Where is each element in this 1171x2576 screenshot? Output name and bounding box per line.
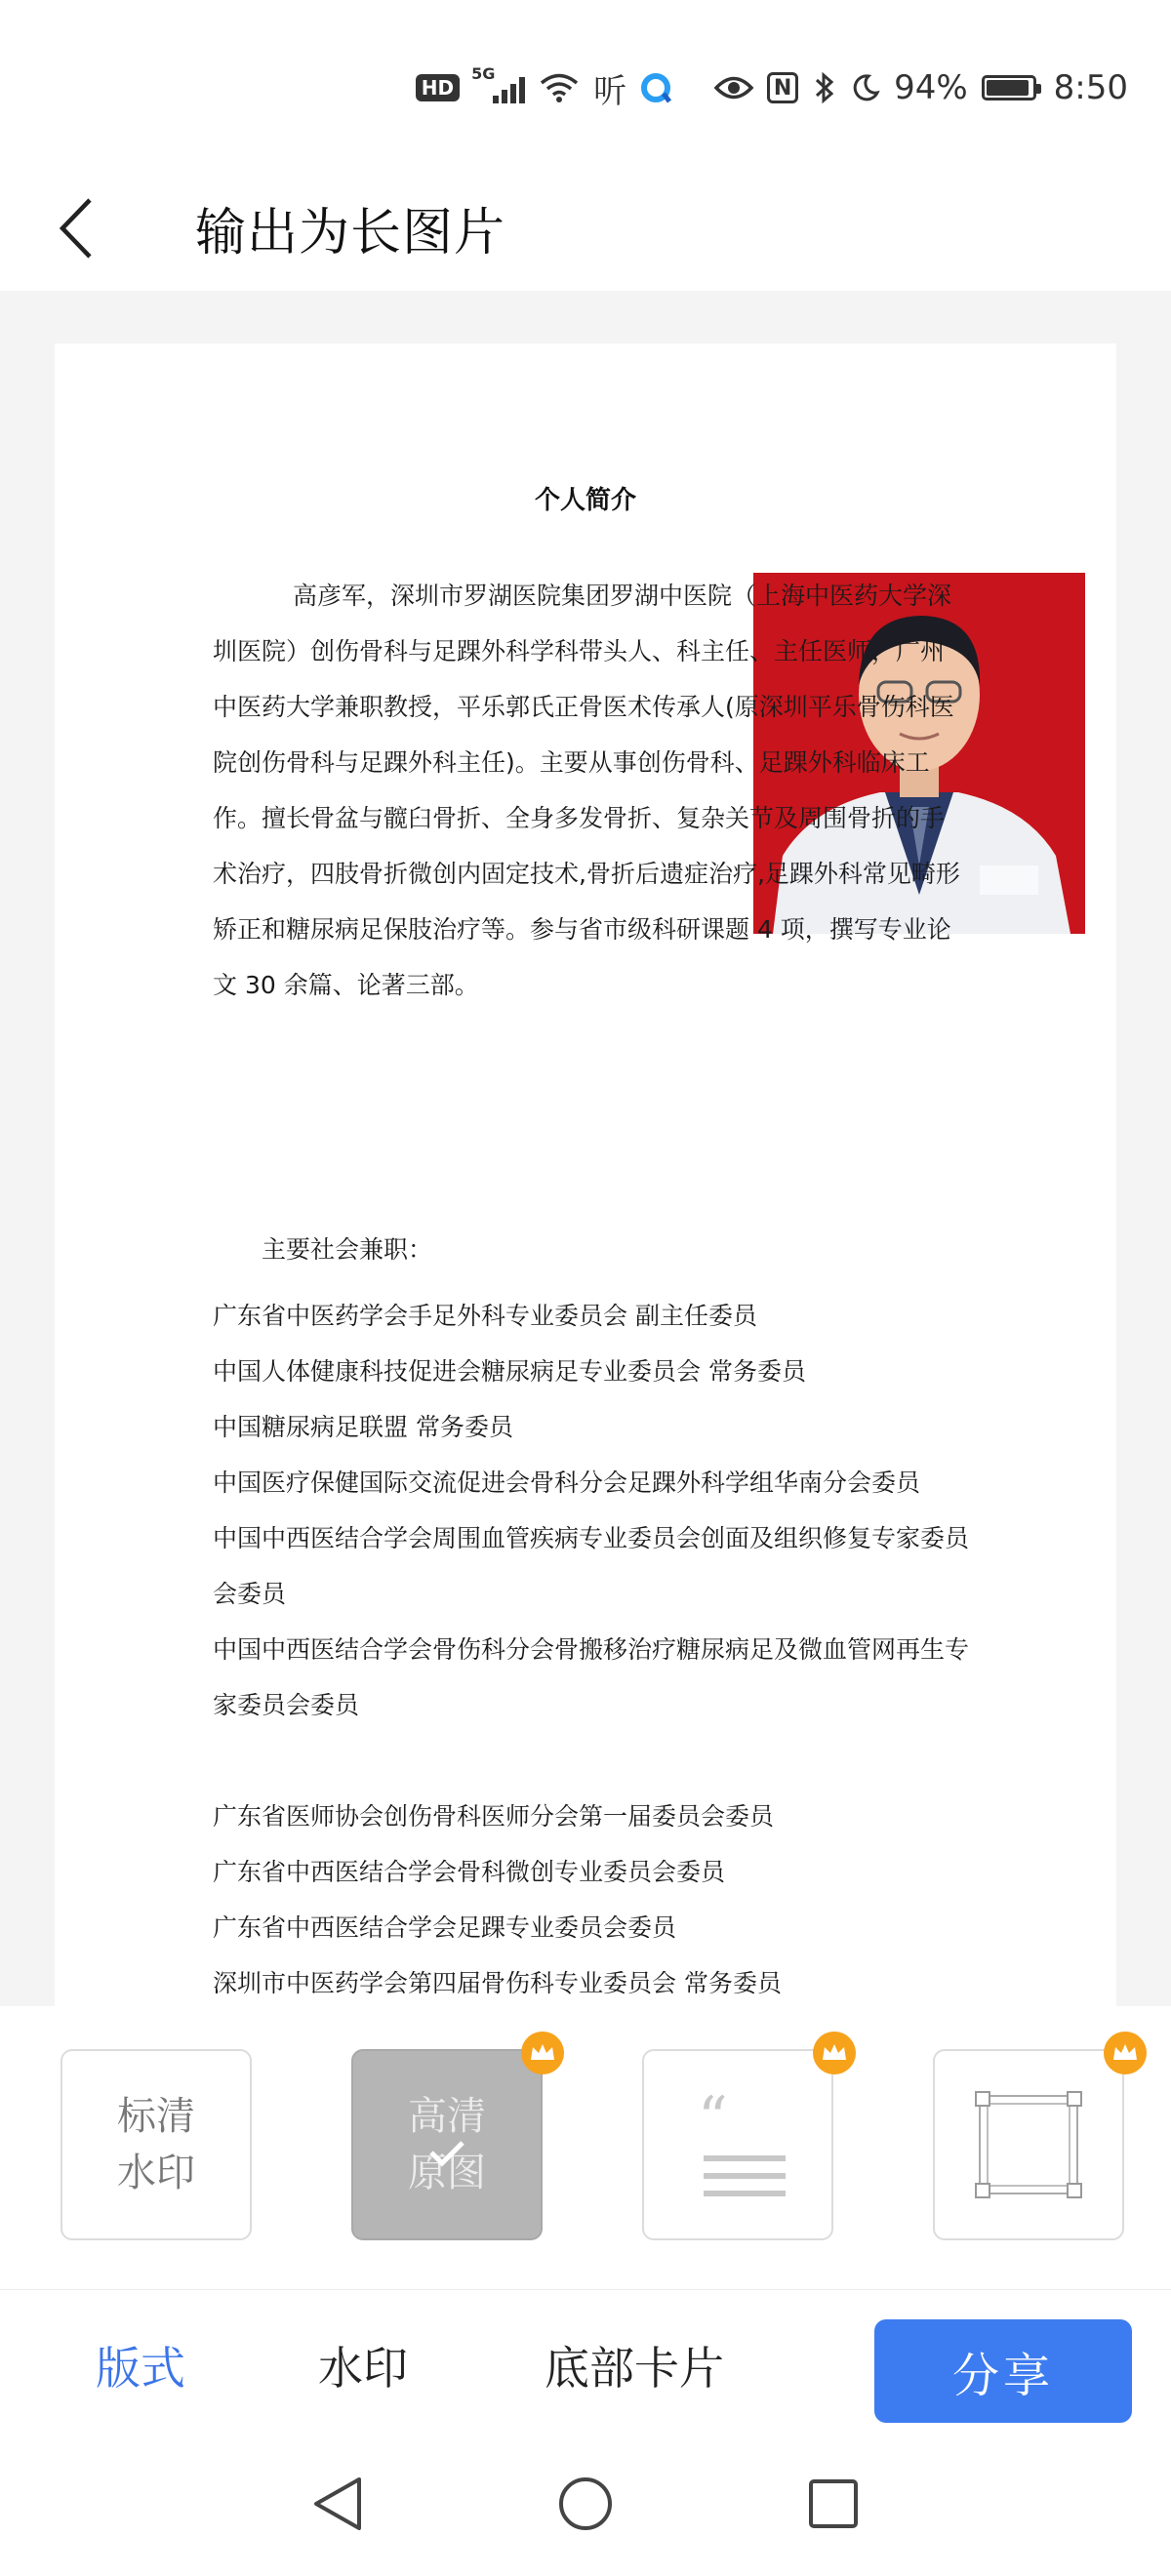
share-button[interactable]: 分享 [874, 2319, 1132, 2423]
option-hd-original[interactable] [351, 2049, 543, 2240]
eye-icon [714, 75, 753, 101]
checkmark-icon [427, 2139, 466, 2168]
quote-text-icon [674, 2084, 801, 2198]
role-item: 中国中西医结合学会骨伤科分会骨搬移治疗糖尿病足及微血管网再生专家委员会委员 [213, 1635, 970, 1719]
role-item: 深圳市中医药学会第四届骨伤科专业委员会 常务委员 [213, 1969, 782, 1997]
tab-watermark[interactable]: 水印 [318, 2342, 408, 2395]
role-item: 中国医疗保健国际交流促进会骨科分会足踝外科学组华南分会委员 [213, 1469, 921, 1497]
wifi-icon [539, 72, 580, 103]
battery-percent: 94% [894, 68, 968, 107]
intro-text: 高彦军，深圳市罗湖医院集团罗湖中医院（上海中医药大学深圳医院）创伤骨科与足踝外科学科带头人、科主任、主任医师，广州中医药大学兼职教授，平乐郭氏正骨医术传承人(原深圳平乐骨伤科医院创伤骨科与足踝外科主任)。主要从事创伤骨科、足踝外科临床工作。擅长骨盆与髋臼骨折、全身多发骨折、复杂关节及周围骨折的手术治疗，四肢骨折微创内固定技术,骨折后遗症治疗,足踝外科常见畸形矫正和糖尿病足保肢治疗等。参与省市级科研课题 4 项，撰写专业论文 30 余篇、论著三部。 [213, 582, 960, 999]
tab-bottom-card[interactable]: 底部卡片 [545, 2342, 724, 2395]
option-quote-style[interactable] [642, 2049, 833, 2240]
system-nav-bar [0, 2435, 1171, 2576]
nfc-icon [767, 72, 798, 103]
roles-heading: 主要社会兼职： [262, 1235, 433, 1264]
role-item: 中国中西医结合学会周围血管疾病专业委员会创面及组织修复专家委员会委员 [213, 1524, 970, 1608]
role-item: 中国糖尿病足联盟 常务委员 [213, 1413, 513, 1441]
social-roles [213, 1222, 984, 2067]
option-label-line2: 原图 [408, 2151, 486, 2195]
page-title: 输出为长图片 [195, 204, 506, 262]
long-image-preview[interactable] [0, 291, 1171, 2006]
premium-crown-icon [813, 2032, 856, 2074]
roles-group-1 [213, 1288, 984, 1733]
premium-crown-icon [1104, 2032, 1147, 2074]
clock-time: 8:50 [1053, 68, 1128, 107]
circle-home-icon [556, 2475, 615, 2533]
frame-border-icon [970, 2086, 1087, 2203]
nav-recents-button[interactable] [794, 2465, 872, 2543]
network-type: 5G [471, 64, 496, 83]
svg-text:“: “ [698, 2084, 728, 2153]
role-item: 广东省医师协会创伤骨科医师分会第一届委员会委员 [213, 1802, 775, 1831]
browser-app-icon [640, 72, 671, 103]
tab-style[interactable]: 版式 [96, 2342, 185, 2395]
bottom-tab-bar [0, 2289, 1171, 2436]
app-header [0, 166, 1171, 291]
role-item: 广东省中西医结合学会骨科微创专业委员会委员 [213, 1858, 726, 1886]
nav-home-button[interactable] [546, 2465, 625, 2543]
back-button[interactable] [57, 185, 127, 271]
status-bar [0, 0, 1171, 166]
role-item: 广东省中医药学会手足外科专业委员会 副主任委员 [213, 1302, 757, 1330]
option-label-line1: 高清 [408, 2094, 486, 2139]
role-item: 中国人体健康科技促进会糖尿病足专业委员会 常务委员 [213, 1357, 806, 1386]
layout-options [0, 2006, 1171, 2289]
premium-crown-icon [521, 2032, 564, 2074]
document-title: 个人简介 [534, 486, 636, 515]
do-not-disturb-moon-icon [851, 73, 880, 102]
bluetooth-icon [812, 70, 837, 105]
intro-paragraph [213, 568, 962, 1013]
square-recents-icon [806, 2476, 861, 2531]
triangle-back-icon [310, 2475, 365, 2533]
role-item: 广东省中西医结合学会足踝专业委员会委员 [213, 1913, 677, 1942]
nav-back-button[interactable] [299, 2465, 377, 2543]
battery-icon [982, 75, 1036, 101]
option-standard-watermark[interactable] [61, 2049, 252, 2240]
document-page [55, 343, 1116, 2100]
option-label-line1: 标清 [117, 2094, 195, 2139]
signal-icon [471, 64, 525, 103]
nfc-letter: N [773, 75, 792, 101]
option-frame-border[interactable] [933, 2049, 1124, 2240]
hd-badge: HD [416, 74, 460, 101]
listen-icon: 听 [593, 71, 627, 111]
chevron-left-icon [57, 196, 96, 261]
option-label-line2: 水印 [117, 2151, 195, 2195]
status-icons [416, 60, 1128, 115]
